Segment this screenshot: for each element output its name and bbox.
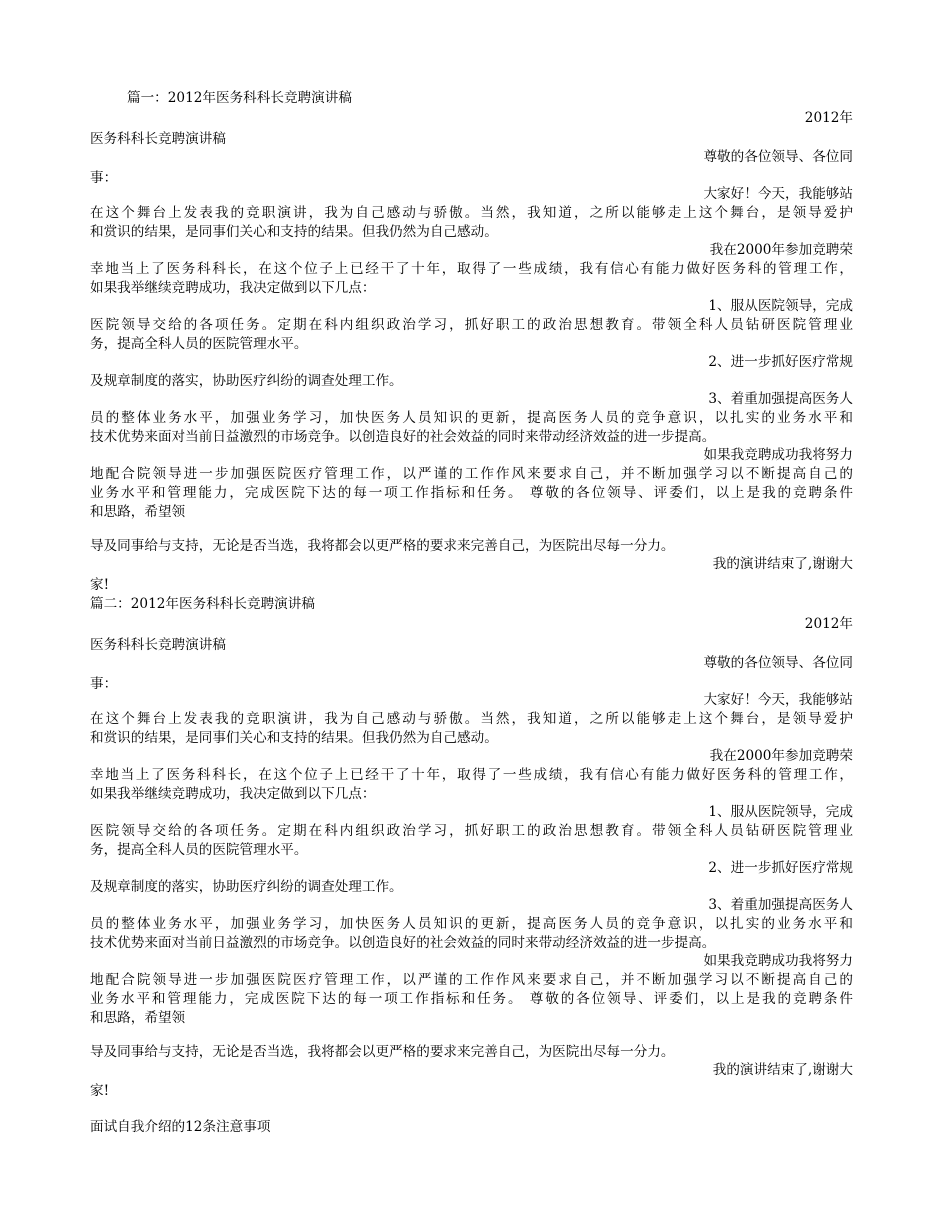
paragraph-line: 业务水平和管理能力，完成医院下达的每一项工作指标和任务。 尊敬的各位领导、评委们，以上是我的竞聘条件 [90, 991, 853, 1007]
closing-line-cont: 家! [90, 577, 110, 593]
paragraph-line: 地配合院领导进一步加强医院医疗管理工作，以严谨的工作作风来要求自己，并不断加强学习以不断提高自己的 [90, 466, 853, 482]
paragraph-line: 在这个舞台上发表我的竞职演讲，我为自己感动与骄傲。当然，我知道，之所以能够走上这个舞台，是领导爱护 [90, 711, 853, 727]
paragraph-line: 和赏识的结果，是同事们关心和支持的结果。但我仍然为自己感动。 [90, 224, 498, 240]
paragraph-line: 和思路，希望领 [90, 504, 186, 520]
paragraph-start: 如果我竞聘成功我将努力 [703, 447, 853, 463]
list-item-start: 2、进一步抓好医疗常规 [708, 860, 853, 876]
greeting-line: 尊敬的各位领导、各位同 [703, 149, 853, 165]
paragraph-line: 技术优势来面对当前日益激烈的市场竞争。以创造良好的社会效益的同时来带动经济效益的进一步提高。 [90, 935, 716, 951]
list-item-start: 2、进一步抓好医疗常规 [708, 354, 853, 370]
paragraph-line: 在这个舞台上发表我的竞职演讲，我为自己感动与骄傲。当然，我知道，之所以能够走上这个舞台，是领导爱护 [90, 205, 853, 221]
paragraph-line: 员的整体业务水平，加强业务学习，加快医务人员知识的更新，提高医务人员的竞争意识，以扎实的业务水平和 [90, 410, 853, 426]
year-label: 2012年 [804, 616, 853, 632]
paragraph-line: 务，提高全科人员的医院管理水平。 [90, 842, 308, 858]
paragraph-line: 及规章制度的落实，协助医疗纠纷的调查处理工作。 [90, 373, 403, 389]
paragraph-line: 技术优势来面对当前日益激烈的市场竞争。以创造良好的社会效益的同时来带动经济效益的进一步提高。 [90, 429, 716, 445]
paragraph-line: 如果我举继续竞聘成功，我决定做到以下几点： [90, 280, 376, 296]
greeting-line-cont: 事： [90, 676, 118, 692]
paragraph-line: 导及同事给与支持，无论是否当选，我将都会以更严格的要求来完善自己，为医院出尽每一分力。 [90, 538, 675, 554]
paragraph-start: 大家好！今天，我能够站 [703, 186, 853, 202]
section-heading-2: 篇二：2012年医务科科长竞聘演讲稿 [90, 596, 315, 612]
closing-line-cont: 家! [90, 1083, 110, 1099]
list-item-start: 1、服从医院领导，完成 [708, 298, 853, 314]
speech-title: 医务科科长竞聘演讲稿 [90, 637, 226, 653]
greeting-line: 尊敬的各位领导、各位同 [703, 655, 853, 671]
paragraph-start: 我在2000年参加竞聘荣 [709, 748, 853, 764]
paragraph-line: 地配合院领导进一步加强医院医疗管理工作，以严谨的工作作风来要求自己，并不断加强学习以不断提高自己的 [90, 972, 853, 988]
paragraph-line: 幸地当上了医务科科长，在这个位子上已经干了十年，取得了一些成绩，我有信心有能力做好医务科的管理工作， [90, 261, 853, 277]
paragraph-line: 及规章制度的落实，协助医疗纠纷的调查处理工作。 [90, 879, 403, 895]
paragraph-line: 和思路，希望领 [90, 1010, 186, 1026]
paragraph-line: 业务水平和管理能力，完成医院下达的每一项工作指标和任务。 尊敬的各位领导、评委们，以上是我的竞聘条件 [90, 485, 853, 501]
speech-title: 医务科科长竞聘演讲稿 [90, 131, 226, 147]
year-label: 2012年 [804, 110, 853, 126]
paragraph-line: 和赏识的结果，是同事们关心和支持的结果。但我仍然为自己感动。 [90, 730, 498, 746]
greeting-line-cont: 事： [90, 170, 118, 186]
list-item-start: 3、着重加强提高医务人 [708, 391, 853, 407]
paragraph-line: 员的整体业务水平，加强业务学习，加快医务人员知识的更新，提高医务人员的竞争意识，以扎实的业务水平和 [90, 916, 853, 932]
paragraph-line: 如果我举继续竞聘成功，我决定做到以下几点： [90, 786, 376, 802]
list-item-start: 3、着重加强提高医务人 [708, 897, 853, 913]
section-heading-1: 篇一：2012年医务科科长竞聘演讲稿 [127, 90, 352, 106]
list-item-start: 1、服从医院领导，完成 [708, 804, 853, 820]
paragraph-start: 如果我竞聘成功我将努力 [703, 953, 853, 969]
paragraph-line: 医院领导交给的各项任务。定期在科内组织政治学习，抓好职工的政治思想教育。带领全科人员钻研医院管理业 [90, 823, 853, 839]
paragraph-line: 导及同事给与支持，无论是否当选，我将都会以更严格的要求来完善自己，为医院出尽每一分力。 [90, 1044, 675, 1060]
paragraph-line: 务，提高全科人员的医院管理水平。 [90, 336, 308, 352]
paragraph-start: 大家好！今天，我能够站 [703, 692, 853, 708]
paragraph-line: 幸地当上了医务科科长，在这个位子上已经干了十年，取得了一些成绩，我有信心有能力做好医务科的管理工作， [90, 767, 853, 783]
footer-title: 面试自我介绍的12条注意事项 [90, 1119, 271, 1135]
closing-line: 我的演讲结束了,谢谢大 [712, 1062, 853, 1078]
paragraph-start: 我在2000年参加竞聘荣 [709, 242, 853, 258]
paragraph-line: 医院领导交给的各项任务。定期在科内组织政治学习，抓好职工的政治思想教育。带领全科人员钻研医院管理业 [90, 317, 853, 333]
closing-line: 我的演讲结束了,谢谢大 [712, 556, 853, 572]
